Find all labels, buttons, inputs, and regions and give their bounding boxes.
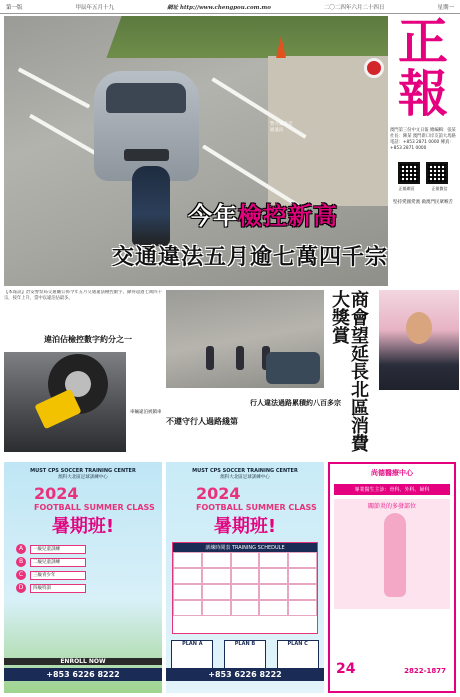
article-text: 【本報訊】治安警察局交通廳公佈今年五月交通違法檢控數字，錄得超過七萬四千宗，按年上升，當中以違泊佔最多。 [4, 290, 162, 302]
main-headline: 今年檢控新高 [188, 202, 338, 230]
clinic-ad[interactable] [328, 462, 456, 693]
ad-class: FOOTBALL SUMMER CLASS [196, 503, 317, 512]
body-diagram [334, 499, 450, 609]
article-subheading: 違泊佔檢控數字約分之一 [44, 335, 132, 344]
qr-label: 正報微信 [431, 186, 448, 191]
article-subheading: 不遵守行人過路綫第 [166, 417, 238, 426]
crossing-photo [166, 290, 324, 388]
ad-class-cn: 暑期班! [51, 516, 115, 537]
pedestrian-image [132, 166, 170, 246]
schedule-title: 訓練時間表 TRAINING SCHEDULE [173, 543, 317, 552]
ad-phone: +853 6226 8222 [166, 668, 324, 681]
body-figure-icon [384, 513, 406, 597]
sub-headline: 交通違法五月逾七萬四千宗 [112, 244, 389, 270]
ad-class: FOOTBALL SUMMER CLASS [34, 503, 155, 512]
qr-code-icon[interactable] [426, 162, 448, 184]
plan-card[interactable]: PLAN A [171, 640, 213, 678]
ad-steps [16, 544, 162, 593]
clamp-photo [4, 352, 126, 452]
lunar-date: 甲辰年五月十九 [75, 4, 115, 11]
clinic-phone: 2822-1877 [404, 667, 446, 675]
clinic-specialties: 專業醫生主診：骨科、外科、婦科 [334, 484, 450, 495]
ad-class-cn: 暑期班! [213, 516, 277, 537]
plan-card[interactable]: PLAN C [277, 640, 319, 678]
clinic-hours-number: 24 [336, 661, 356, 677]
vertical-headline: 商會望延長北區消費大獎賞 [329, 290, 369, 452]
ad-step: D 四級特訓 [16, 583, 162, 593]
publication-date: 二〇二四年六月二十四日 [323, 4, 385, 11]
clamp-caption: 車輛違泊被鎖車 [130, 410, 162, 415]
lane-marking [18, 67, 91, 108]
qr-code-icon[interactable] [398, 162, 420, 184]
article-subheading: 行人違法過路累積約八百多宗 [250, 399, 341, 407]
hedge-curb [106, 16, 388, 58]
no-entry-sign-icon [364, 58, 384, 78]
portrait-photo [379, 290, 459, 390]
ad-year: 2024 [196, 484, 241, 503]
hero-caption: 警方嚴查交通違法 [270, 122, 293, 133]
ad-step: C 三級青少年 [16, 570, 162, 580]
newspaper-logo: 正報 [398, 12, 448, 123]
page-number: 第一版 [6, 4, 23, 11]
ad-school-name: MUST CPS SOCCER TRAINING CENTER [30, 468, 136, 474]
qr-codes [390, 162, 456, 184]
ad-school-name-cn: 澳科大北區足球訓練中心 [220, 475, 270, 480]
ad-year: 2024 [34, 484, 79, 503]
car-image [94, 71, 199, 181]
enroll-button[interactable]: ENROLL NOW [4, 658, 162, 665]
page-header-strip [0, 0, 460, 14]
training-schedule [172, 542, 318, 634]
masthead [390, 12, 456, 286]
qr-label: 正報網頁 [398, 186, 415, 191]
masthead-slogan: 堅持愛國愛澳 做澳門民眾喉舌 [393, 200, 453, 205]
soccer-ad-1[interactable] [4, 462, 162, 693]
masthead-info: 澳門第三份中文日報 總編輯：張某 社長：陳某 澳門新口岸友誼大馬路 電話：+853 2871 0000 傳真：+853 2871 0000 [390, 128, 456, 151]
ad-phone: +853 6226 8222 [4, 668, 162, 681]
clinic-name: 尚德醫療中心 [371, 469, 413, 477]
ad-school-name: MUST CPS SOCCER TRAINING CENTER [192, 468, 298, 474]
ad-step: A 一級兒童訓練 [16, 544, 162, 554]
soccer-ad-2[interactable] [166, 462, 324, 693]
plan-card[interactable]: PLAN B [224, 640, 266, 678]
body-diagram-title: 關節炎的多發部位 [367, 503, 416, 510]
ad-step: B 二級兒童訓練 [16, 557, 162, 567]
ad-school-name-cn: 澳科大北區足球訓練中心 [58, 475, 108, 480]
website-link[interactable]: 網址 http://www.chengpou.com.mo [167, 4, 271, 11]
article-section [4, 290, 456, 458]
weekday: 星期一 [437, 4, 454, 11]
